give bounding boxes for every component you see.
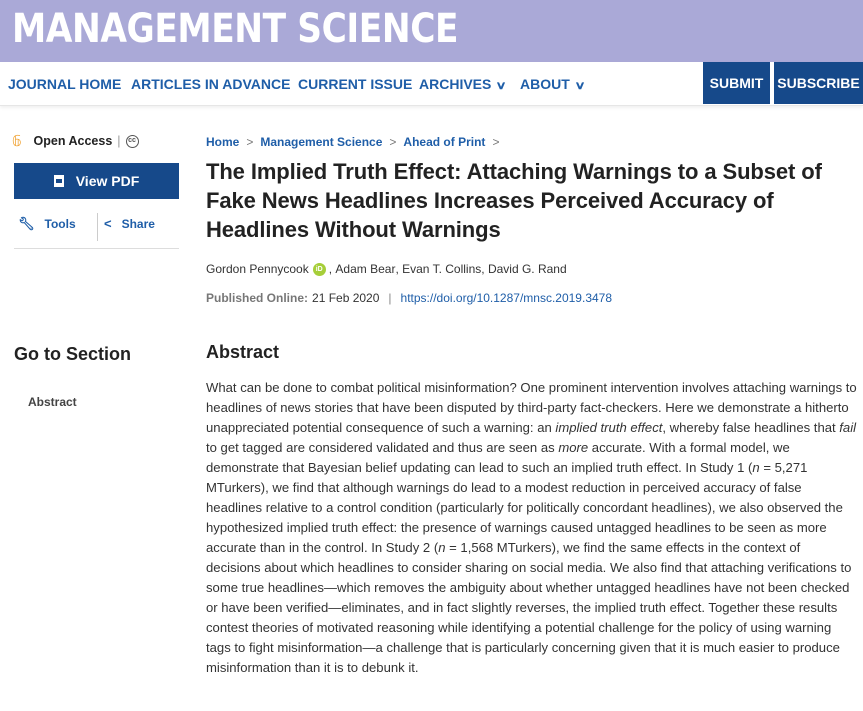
chevron-right-icon: > [246, 135, 254, 149]
article-title: The Implied Truth Effect: Attaching Warnings to a Subset of Fake News Headlines Increases Perceived Accuracy of Headlines Without Warnings [206, 159, 822, 242]
author-link[interactable]: Gordon Pennycook [206, 262, 309, 276]
separator: | [117, 134, 121, 148]
open-access-indicator [12, 132, 139, 150]
open-access-lock-icon: 𝟞 [12, 133, 22, 150]
chevron-down-icon: ∨ [574, 80, 586, 92]
share-icon: < [104, 216, 112, 231]
tools-button[interactable] [18, 216, 76, 232]
open-access-label: Open Access [33, 134, 113, 148]
abstract-text-segment: = 5,271 MTurkers), we find that although warnings do lead to a modest reduction in perceived accuracy of false headlines relative to a control condition (particularly for politically concordant headlines), we also observed the hypothesized implied truth effect: the presence of warnings caused untagged headlines to be seen as more accurate than in the control. In Study 2 ( [206, 460, 843, 555]
author-separator: , [481, 262, 488, 276]
nav-archives[interactable] [419, 76, 508, 92]
actions-divider [97, 213, 98, 241]
author-link[interactable]: David G. Rand [487, 262, 567, 276]
subscribe-button[interactable]: SUBSCRIBE [774, 62, 863, 104]
main-nav [0, 62, 863, 106]
author-link[interactable]: Evan T. Collins [402, 262, 482, 276]
view-pdf-label: View PDF [75, 173, 140, 189]
nav-label: ABOUT [520, 76, 570, 92]
share-button[interactable] [104, 216, 155, 231]
abstract-text-segment: accurate. With a formal model, we demonstrate that Bayesian belief updating can lead to such an implied truth effect. In Study 1 ( [206, 440, 790, 475]
nav-label: CURRENT ISSUE [298, 76, 413, 92]
abstract-text-segment: = 1,568 MTurkers), we find the same effects in the context of decisions about which headlines to consider sharing on social media. We also find that attaching verifications to some true headlines—which removes the ambiguity about whether untagged headlines have not been checked or have been verified—eliminates, and in fact slightly reverses, the implied truth effect. Together these results contest theories of motivated reasoning while identifying a potential challenge for the policy of using warning tags to fight misinformation—a challenge that is particularly concerning given that it is much easier to produce misinformation than it is to debunk it. [206, 540, 852, 675]
breadcrumb-home[interactable]: Home [206, 135, 240, 149]
abstract-emphasis: fail [839, 420, 857, 435]
nav-articles-in-advance[interactable] [131, 76, 290, 92]
breadcrumb-ahead-of-print[interactable]: Ahead of Print [403, 135, 486, 149]
abstract-heading: Abstract [206, 342, 280, 362]
orcid-icon[interactable]: iD [313, 263, 326, 276]
abstract-emphasis: n [752, 460, 760, 475]
abstract-text-segment: to get tagged are considered validated and thus are seen as [206, 440, 559, 455]
nav-label: JOURNAL HOME [8, 76, 122, 92]
publication-info [206, 291, 612, 305]
author-separator: , [328, 262, 336, 276]
nav-current-issue[interactable] [298, 76, 412, 92]
author-list [206, 262, 567, 276]
nav-journal-home[interactable] [8, 76, 121, 92]
journal-logo[interactable]: MANAGEMENT SCIENCE [12, 6, 459, 52]
journal-banner [0, 0, 863, 62]
article-actions [14, 213, 179, 249]
tools-label: Tools [44, 217, 76, 231]
separator: | [388, 291, 392, 305]
chevron-right-icon: > [492, 135, 500, 149]
author-link[interactable]: Adam Bear [335, 262, 396, 276]
view-pdf-button[interactable] [14, 163, 179, 199]
published-label: Published Online: [206, 291, 309, 305]
submit-button[interactable]: SUBMIT [703, 62, 770, 104]
abstract-emphasis: n [438, 540, 446, 555]
creative-commons-icon[interactable]: cc [126, 135, 139, 148]
pdf-icon [54, 175, 64, 187]
chevron-right-icon: > [389, 135, 397, 149]
author-separator: , [395, 262, 403, 276]
doi-link[interactable]: https://doi.org/10.1287/mnsc.2019.3478 [400, 291, 613, 305]
abstract-emphasis: more [558, 440, 589, 455]
nav-label: ARCHIVES [419, 76, 492, 92]
share-label: Share [121, 216, 155, 231]
published-date: 21 Feb 2020 [312, 291, 380, 305]
breadcrumb [206, 135, 506, 149]
abstract-text [206, 378, 858, 678]
abstract-emphasis: implied truth effect [555, 420, 663, 435]
abstract-text-segment: What can be done to combat political misinformation? One prominent intervention involves attaching warnings to headlines of news stories that have been disputed by third-party fact-checkers. Here we demonstrate a hitherto unappreciated potential consequence of such a warning: an [206, 380, 857, 435]
go-to-section-title: Go to Section [14, 344, 131, 364]
chevron-down-icon: ∨ [495, 80, 508, 92]
section-link-abstract[interactable]: Abstract [28, 395, 77, 409]
abstract-text-segment: , whereby false headlines that [662, 420, 840, 435]
nav-label: ARTICLES IN ADVANCE [131, 76, 291, 92]
breadcrumb-management-science[interactable]: Management Science [260, 135, 383, 149]
nav-about[interactable] [520, 76, 584, 92]
wrench-icon: 🔧︎ [18, 216, 35, 231]
